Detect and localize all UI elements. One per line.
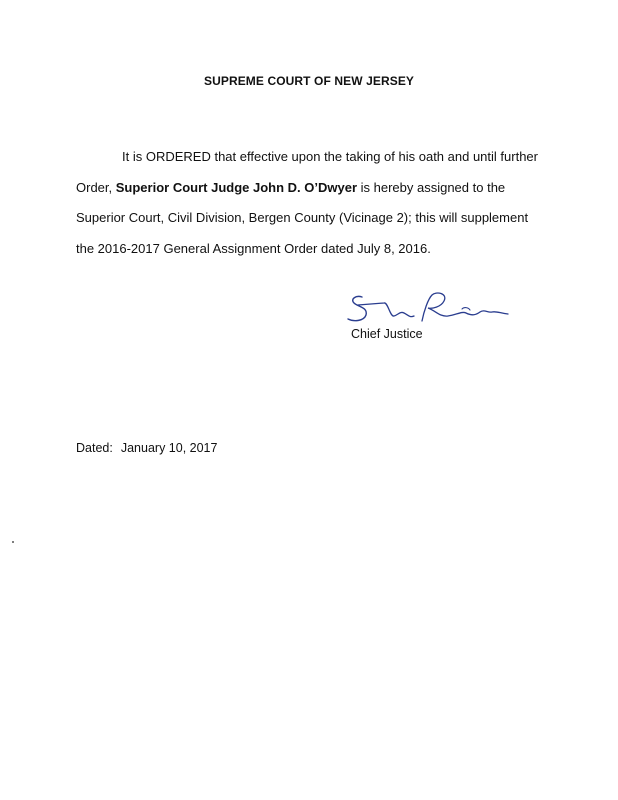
dated-line	[76, 441, 217, 455]
order-line-2-tail: is hereby assigned to the	[357, 179, 506, 195]
dated-label: Dated:	[76, 441, 113, 455]
order-line-4: the 2016-2017 General Assignment Order dated July 8, 2016.	[76, 240, 431, 256]
dated-value: January 10, 2017	[120, 441, 218, 455]
scan-speck	[12, 541, 14, 543]
court-heading: SUPREME COURT OF NEW JERSEY	[203, 74, 415, 88]
order-line-3: Superior Court, Civil Division, Bergen County (Vicinage 2); this will supplement	[76, 210, 529, 225]
order-line-2	[76, 173, 536, 204]
order-line-1: It is ORDERED that effective upon the taking of his oath and until further	[122, 149, 538, 164]
order-line-2-lead: Order,	[76, 179, 116, 195]
signer-title: Chief Justice	[351, 327, 423, 341]
assigned-judge-name: Superior Court Judge John D. O’Dwyer	[115, 179, 357, 195]
order-paragraph	[76, 142, 536, 264]
handwritten-signature	[344, 291, 520, 327]
